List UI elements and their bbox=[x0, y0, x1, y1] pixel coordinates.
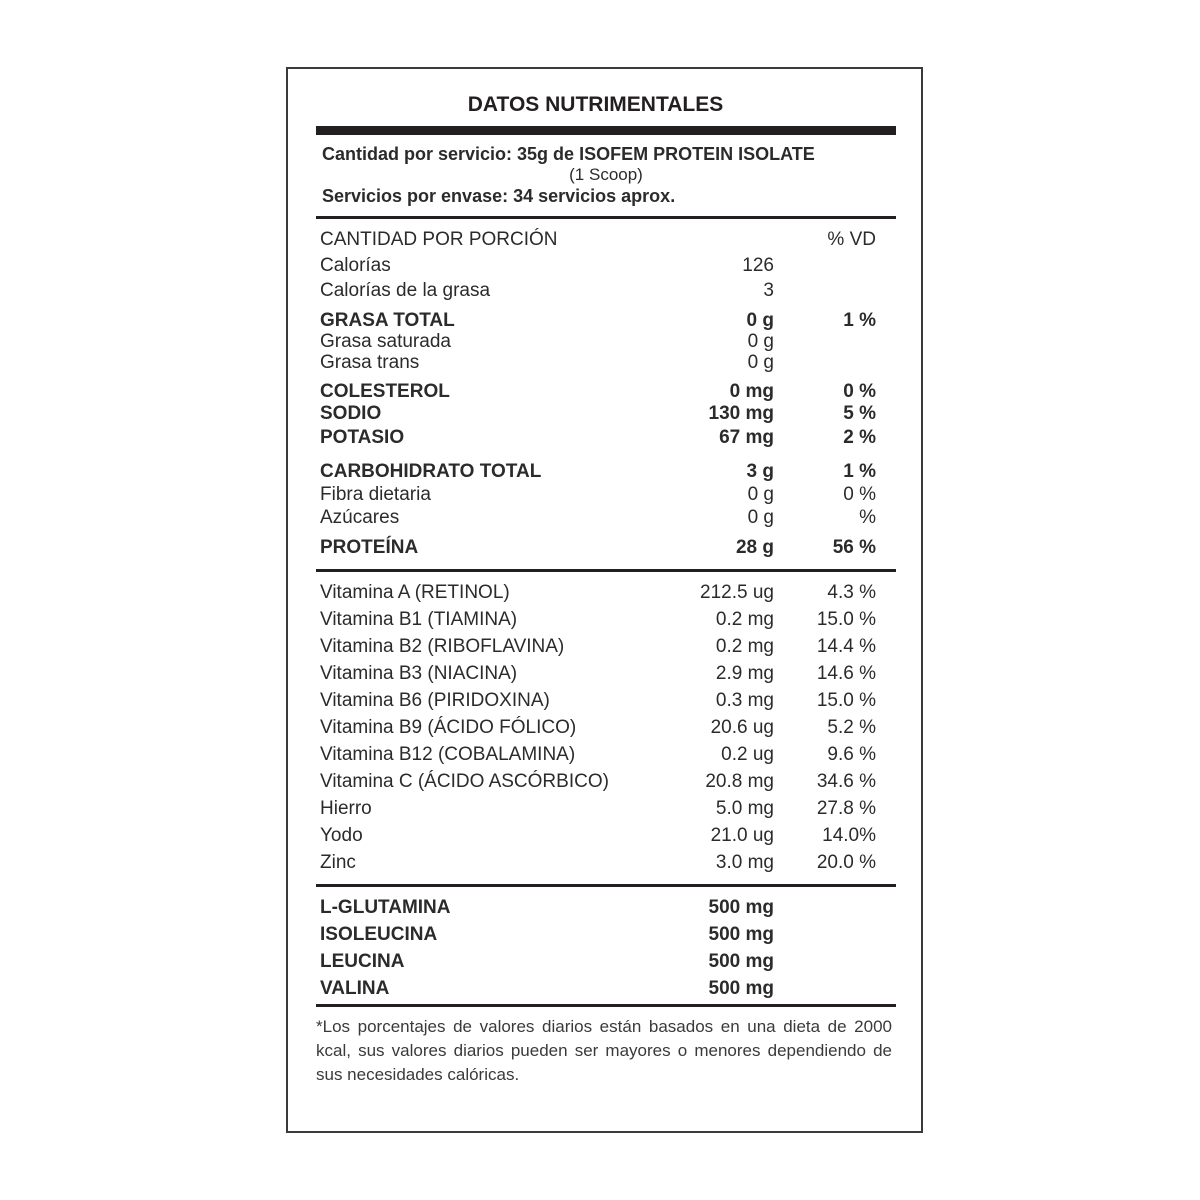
nutrient-name: Grasa trans bbox=[320, 352, 420, 373]
divider-thick bbox=[316, 126, 896, 135]
nutrient-amount: 130 mg bbox=[708, 403, 774, 424]
table-row bbox=[320, 690, 886, 712]
nutrient-name: Vitamina B3 (NIACINA) bbox=[320, 663, 518, 684]
header-dv: % VD bbox=[827, 229, 876, 250]
nutrient-name: Vitamina C (ÁCIDO ASCÓRBICO) bbox=[320, 771, 609, 792]
nutrient-amount: 212.5 ug bbox=[700, 582, 774, 603]
nutrient-name: SODIO bbox=[320, 403, 382, 424]
table-row bbox=[320, 381, 886, 403]
nutrient-dv: 4.3 % bbox=[827, 582, 876, 603]
table-row bbox=[320, 825, 886, 847]
nutrient-name: Grasa saturada bbox=[320, 331, 451, 352]
product-name: ISOFEM PROTEIN ISOLATE bbox=[579, 144, 815, 164]
table-row bbox=[320, 771, 886, 793]
table-row bbox=[320, 403, 886, 425]
nutrient-dv: 2 % bbox=[843, 427, 876, 448]
nutrient-amount: 21.0 ug bbox=[710, 825, 774, 846]
nutrient-amount: 2.9 mg bbox=[715, 663, 774, 684]
divider bbox=[316, 216, 896, 219]
nutrient-name: VALINA bbox=[320, 978, 390, 999]
nutrient-amount: 0 g bbox=[747, 484, 774, 505]
nutrient-dv: 14.6 % bbox=[816, 663, 876, 684]
nutrient-amount: 0 g bbox=[746, 310, 774, 331]
footnote: *Los porcentajes de valores diarios están basados en una dieta de 2000 kcal, sus valores diarios pueden ser mayores o menores dependiendo de sus necesidades calóricas. bbox=[316, 1017, 892, 1084]
nutrient-name: Calorías de la grasa bbox=[320, 280, 491, 301]
table-row bbox=[320, 897, 886, 919]
nutrient-dv: 14.4 % bbox=[816, 636, 876, 657]
table-row bbox=[320, 461, 886, 483]
nutrient-dv: 0 % bbox=[843, 484, 876, 505]
nutrient-amount: 0.2 ug bbox=[721, 744, 774, 765]
table-row bbox=[320, 978, 886, 1000]
table-row bbox=[320, 352, 886, 374]
nutrient-name: PROTEÍNA bbox=[320, 537, 419, 558]
table-row bbox=[320, 744, 886, 766]
table-row bbox=[320, 609, 886, 631]
nutrient-dv: 15.0 % bbox=[816, 690, 876, 711]
table-row bbox=[320, 507, 886, 529]
divider bbox=[316, 569, 896, 572]
nutrient-name: Vitamina B1 (TIAMINA) bbox=[320, 609, 518, 630]
nutrient-dv: 0 % bbox=[843, 381, 876, 402]
nutrient-name: Vitamina B6 (PIRIDOXINA) bbox=[320, 690, 550, 711]
nutrient-dv: 1 % bbox=[843, 310, 876, 331]
table-row bbox=[320, 280, 886, 302]
nutrient-amount: 500 mg bbox=[708, 951, 774, 972]
nutrient-dv: 56 % bbox=[832, 537, 876, 558]
serving-scoop: (1 Scoop) bbox=[569, 165, 643, 184]
nutrient-amount: 0.3 mg bbox=[715, 690, 774, 711]
nutrient-name: L-GLUTAMINA bbox=[320, 897, 451, 918]
nutrient-name: CARBOHIDRATO TOTAL bbox=[320, 461, 542, 482]
nutrient-name: Vitamina A (RETINOL) bbox=[320, 582, 510, 603]
table-row bbox=[320, 717, 886, 739]
nutrient-dv: 14.0% bbox=[822, 825, 876, 846]
nutrient-amount: 500 mg bbox=[708, 978, 774, 999]
nutrient-name: POTASIO bbox=[320, 427, 405, 448]
nutrient-name: LEUCINA bbox=[320, 951, 405, 972]
nutrient-amount: 3 g bbox=[746, 461, 774, 482]
nutrient-amount: 0.2 mg bbox=[715, 609, 774, 630]
label-title: DATOS NUTRIMENTALES bbox=[467, 93, 724, 116]
table-row bbox=[320, 636, 886, 658]
table-row bbox=[320, 331, 886, 353]
table-row bbox=[320, 852, 886, 874]
nutrient-amount: 500 mg bbox=[708, 924, 774, 945]
nutrient-amount: 0 g bbox=[747, 352, 774, 373]
header-amount-per-portion: CANTIDAD POR PORCIÓN bbox=[320, 229, 558, 250]
nutrition-label bbox=[286, 67, 923, 1133]
nutrient-name: Zinc bbox=[320, 852, 356, 873]
divider bbox=[316, 884, 896, 887]
nutrient-amount: 0 g bbox=[747, 331, 774, 352]
nutrient-name: Azúcares bbox=[320, 507, 400, 528]
serving-size bbox=[322, 144, 815, 165]
table-row bbox=[320, 582, 886, 604]
nutrient-amount: 0 mg bbox=[729, 381, 774, 402]
table-row bbox=[320, 255, 886, 277]
serving-prefix: Cantidad por servicio: 35g de bbox=[322, 144, 580, 164]
nutrient-dv: 34.6 % bbox=[816, 771, 876, 792]
table-row bbox=[320, 951, 886, 973]
table-header bbox=[320, 229, 886, 251]
nutrient-dv: 5.2 % bbox=[827, 717, 876, 738]
nutrient-dv: 27.8 % bbox=[816, 798, 876, 819]
nutrient-amount: 500 mg bbox=[708, 897, 774, 918]
nutrient-name: Fibra dietaria bbox=[320, 484, 431, 505]
table-row bbox=[320, 798, 886, 820]
nutrient-name: Vitamina B9 (ÁCIDO FÓLICO) bbox=[320, 717, 577, 738]
table-row bbox=[320, 484, 886, 506]
nutrient-amount: 0.2 mg bbox=[715, 636, 774, 657]
nutrient-amount: 5.0 mg bbox=[715, 798, 774, 819]
table-row bbox=[320, 537, 886, 559]
table-row bbox=[320, 427, 886, 449]
divider bbox=[316, 1004, 896, 1007]
nutrient-amount: 20.6 ug bbox=[710, 717, 774, 738]
nutrient-amount: 126 bbox=[742, 255, 774, 276]
nutrient-name: ISOLEUCINA bbox=[320, 924, 438, 945]
nutrient-amount: 28 g bbox=[735, 537, 774, 558]
nutrient-dv: % bbox=[859, 507, 876, 528]
nutrient-dv: 9.6 % bbox=[827, 744, 876, 765]
table-row bbox=[320, 924, 886, 946]
nutrient-name: Yodo bbox=[320, 825, 363, 846]
nutrient-name: GRASA TOTAL bbox=[320, 310, 455, 331]
nutrient-name: Hierro bbox=[320, 798, 372, 819]
table-row bbox=[320, 663, 886, 685]
nutrient-amount: 3.0 mg bbox=[715, 852, 774, 873]
nutrient-amount: 3 bbox=[763, 280, 774, 301]
nutrient-dv: 15.0 % bbox=[816, 609, 876, 630]
nutrient-dv: 20.0 % bbox=[816, 852, 876, 873]
nutrient-dv: 1 % bbox=[843, 461, 876, 482]
nutrient-amount: 67 mg bbox=[719, 427, 774, 448]
nutrient-name: Vitamina B2 (RIBOFLAVINA) bbox=[320, 636, 565, 657]
table-row bbox=[320, 310, 886, 332]
nutrient-dv: 5 % bbox=[843, 403, 876, 424]
nutrient-amount: 0 g bbox=[747, 507, 774, 528]
servings-per-container: Servicios por envase: 34 servicios aprox. bbox=[322, 186, 676, 206]
nutrient-name: COLESTEROL bbox=[320, 381, 450, 402]
nutrient-name: Vitamina B12 (COBALAMINA) bbox=[320, 744, 576, 765]
nutrient-name: Calorías bbox=[320, 255, 391, 276]
nutrient-amount: 20.8 mg bbox=[705, 771, 774, 792]
